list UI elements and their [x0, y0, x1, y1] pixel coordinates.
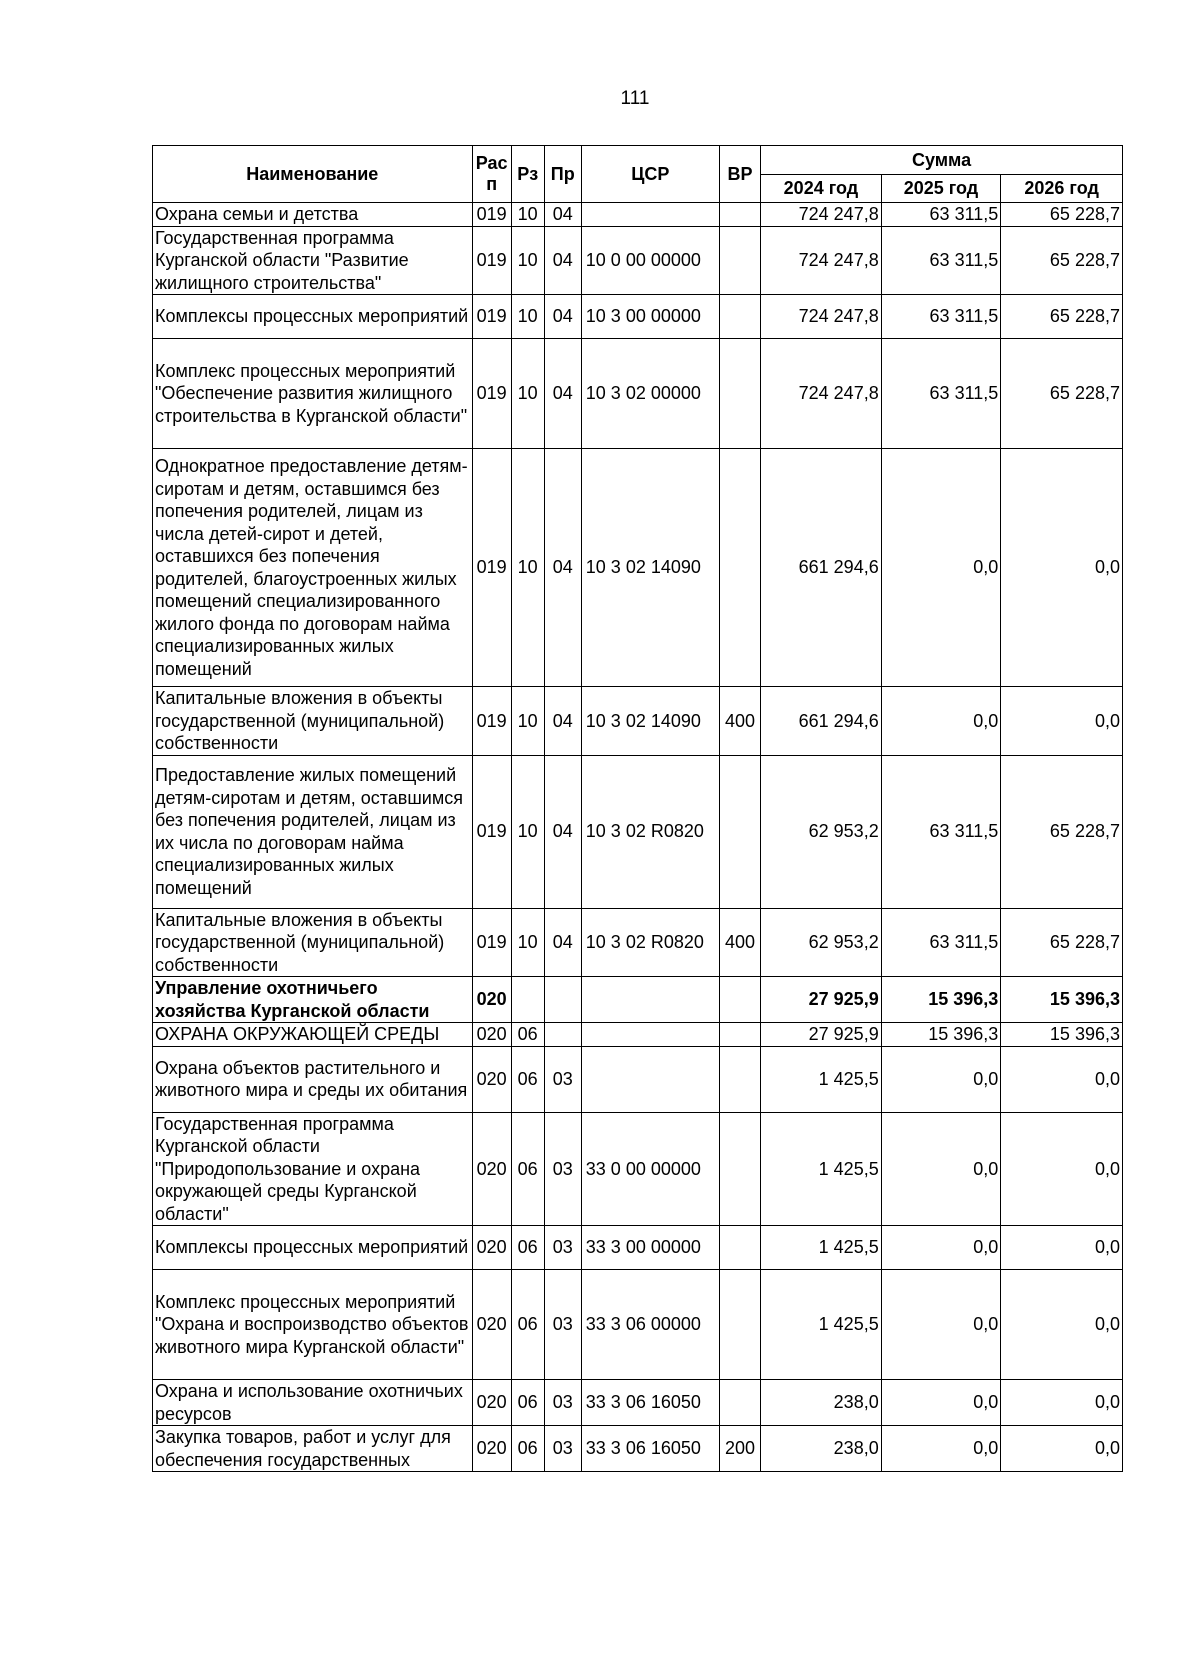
table-row: [153, 339, 1123, 449]
cell-2025: 0,0: [881, 1270, 1001, 1380]
cell-rz: 06: [511, 1426, 544, 1472]
cell-csr: 33 3 06 16050: [581, 1380, 719, 1426]
cell-rz: 10: [511, 295, 544, 339]
header-pr: Пр: [544, 146, 581, 203]
cell-name: Государственная программа Курганской области "Развитие жилищного строительства": [153, 226, 473, 295]
cell-2025: 63 311,5: [881, 755, 1001, 908]
cell-csr: 33 3 06 00000: [581, 1270, 719, 1380]
cell-2025: 63 311,5: [881, 226, 1001, 295]
cell-name: Однократное предоставление детям-сиротам и детям, оставшимся без попечения родителей, лицам из числа детей-сирот и детей, оставшихся без попечения родителей, благоустроенных жилых помещений специализированного жилого фонда по договорам найма специализированных жилых помещений: [153, 449, 473, 687]
cell-rz: 10: [511, 339, 544, 449]
cell-rasp: 019: [472, 908, 511, 977]
cell-2024: 27 925,9: [761, 977, 882, 1023]
cell-rz: 10: [511, 226, 544, 295]
cell-vr: [719, 339, 760, 449]
cell-2025: 63 311,5: [881, 295, 1001, 339]
cell-pr: 03: [544, 1112, 581, 1226]
cell-2026: 0,0: [1001, 449, 1123, 687]
cell-2026: 15 396,3: [1001, 977, 1123, 1023]
header-rz: Рз: [511, 146, 544, 203]
table-row: [153, 449, 1123, 687]
cell-2026: 0,0: [1001, 1112, 1123, 1226]
table-row: [153, 977, 1123, 1023]
cell-vr: [719, 203, 760, 227]
cell-vr: 200: [719, 1426, 760, 1472]
cell-2026: 15 396,3: [1001, 1023, 1123, 1047]
cell-pr: 04: [544, 687, 581, 756]
table-row: [153, 1270, 1123, 1380]
table-row: [153, 1112, 1123, 1226]
cell-vr: [719, 1380, 760, 1426]
cell-name: Управление охотничьего хозяйства Курганской области: [153, 977, 473, 1023]
cell-rz: 06: [511, 1270, 544, 1380]
cell-2024: 724 247,8: [761, 295, 882, 339]
table-row: [153, 295, 1123, 339]
cell-pr: 03: [544, 1380, 581, 1426]
cell-2025: 63 311,5: [881, 339, 1001, 449]
budget-table: [152, 145, 1123, 1472]
cell-2025: 15 396,3: [881, 1023, 1001, 1047]
header-2026: 2026 год: [1001, 175, 1123, 203]
table-row: [153, 908, 1123, 977]
cell-2025: 0,0: [881, 1426, 1001, 1472]
cell-rasp: 020: [472, 1270, 511, 1380]
cell-rasp: 019: [472, 203, 511, 227]
cell-2026: 65 228,7: [1001, 295, 1123, 339]
cell-name: Комплекс процессных мероприятий "Охрана и воспроизводство объектов животного мира Курганской области": [153, 1270, 473, 1380]
cell-pr: 04: [544, 226, 581, 295]
cell-csr: [581, 977, 719, 1023]
cell-rasp: 020: [472, 1112, 511, 1226]
cell-name: Комплекс процессных мероприятий "Обеспечение развития жилищного строительства в Курганской области": [153, 339, 473, 449]
cell-2026: 0,0: [1001, 1426, 1123, 1472]
header-name: Наименование: [153, 146, 473, 203]
cell-vr: [719, 755, 760, 908]
cell-vr: [719, 1112, 760, 1226]
table-row: [153, 687, 1123, 756]
cell-vr: [719, 1270, 760, 1380]
table-row: [153, 1426, 1123, 1472]
cell-2025: 0,0: [881, 449, 1001, 687]
header-2024: 2024 год: [761, 175, 882, 203]
cell-2025: 0,0: [881, 1226, 1001, 1270]
header-vr: ВР: [719, 146, 760, 203]
cell-pr: [544, 1023, 581, 1047]
cell-pr: 04: [544, 755, 581, 908]
cell-vr: [719, 226, 760, 295]
cell-rz: 10: [511, 203, 544, 227]
cell-rz: [511, 977, 544, 1023]
cell-rz: 06: [511, 1046, 544, 1112]
cell-2024: 724 247,8: [761, 339, 882, 449]
cell-vr: 400: [719, 908, 760, 977]
cell-name: ОХРАНА ОКРУЖАЮЩЕЙ СРЕДЫ: [153, 1023, 473, 1047]
cell-2026: 0,0: [1001, 1270, 1123, 1380]
cell-csr: 33 3 06 16050: [581, 1426, 719, 1472]
table-row: [153, 1046, 1123, 1112]
cell-2025: 0,0: [881, 1046, 1001, 1112]
cell-vr: [719, 977, 760, 1023]
cell-vr: 400: [719, 687, 760, 756]
cell-name: Охрана и использование охотничьих ресурсов: [153, 1380, 473, 1426]
cell-rz: 10: [511, 908, 544, 977]
cell-rz: 10: [511, 755, 544, 908]
cell-rasp: 019: [472, 687, 511, 756]
cell-rz: 06: [511, 1226, 544, 1270]
cell-vr: [719, 1023, 760, 1047]
cell-2024: 1 425,5: [761, 1226, 882, 1270]
cell-2026: 65 228,7: [1001, 908, 1123, 977]
cell-csr: [581, 1046, 719, 1112]
cell-2024: 1 425,5: [761, 1112, 882, 1226]
cell-2024: 661 294,6: [761, 687, 882, 756]
cell-2026: 65 228,7: [1001, 755, 1123, 908]
cell-csr: [581, 1023, 719, 1047]
cell-rasp: 020: [472, 1380, 511, 1426]
cell-vr: [719, 1046, 760, 1112]
table-row: [153, 1226, 1123, 1270]
cell-2026: 65 228,7: [1001, 339, 1123, 449]
cell-name: Капитальные вложения в объекты государственной (муниципальной) собственности: [153, 687, 473, 756]
cell-csr: 10 3 02 R0820: [581, 908, 719, 977]
cell-vr: [719, 295, 760, 339]
cell-2024: 661 294,6: [761, 449, 882, 687]
cell-csr: 10 3 02 14090: [581, 687, 719, 756]
cell-2024: 724 247,8: [761, 226, 882, 295]
cell-csr: 10 3 02 00000: [581, 339, 719, 449]
header-rasp: Рас п: [472, 146, 511, 203]
cell-pr: 04: [544, 203, 581, 227]
cell-pr: 03: [544, 1426, 581, 1472]
cell-name: Капитальные вложения в объекты государственной (муниципальной) собственности: [153, 908, 473, 977]
header-csr: ЦСР: [581, 146, 719, 203]
cell-pr: [544, 977, 581, 1023]
cell-2024: 238,0: [761, 1426, 882, 1472]
cell-pr: 04: [544, 295, 581, 339]
cell-2024: 238,0: [761, 1380, 882, 1426]
cell-2026: 0,0: [1001, 1046, 1123, 1112]
cell-2024: 62 953,2: [761, 755, 882, 908]
cell-csr: 10 0 00 00000: [581, 226, 719, 295]
cell-2024: 724 247,8: [761, 203, 882, 227]
header-sum: Сумма: [761, 146, 1123, 175]
cell-2026: 0,0: [1001, 1380, 1123, 1426]
cell-2024: 62 953,2: [761, 908, 882, 977]
cell-rasp: 020: [472, 1226, 511, 1270]
cell-2026: 0,0: [1001, 687, 1123, 756]
cell-rasp: 020: [472, 1426, 511, 1472]
cell-2025: 63 311,5: [881, 203, 1001, 227]
cell-rasp: 020: [472, 1046, 511, 1112]
cell-2025: 0,0: [881, 687, 1001, 756]
cell-rasp: 019: [472, 755, 511, 908]
cell-pr: 04: [544, 449, 581, 687]
cell-2025: 63 311,5: [881, 908, 1001, 977]
cell-rasp: 019: [472, 226, 511, 295]
cell-vr: [719, 1226, 760, 1270]
cell-2024: 1 425,5: [761, 1046, 882, 1112]
cell-pr: 03: [544, 1270, 581, 1380]
cell-csr: 10 3 02 R0820: [581, 755, 719, 908]
page-number: 111: [620, 88, 650, 109]
cell-pr: 04: [544, 339, 581, 449]
cell-rz: 06: [511, 1380, 544, 1426]
cell-rasp: 019: [472, 339, 511, 449]
header-2025: 2025 год: [881, 175, 1001, 203]
table-row: [153, 1023, 1123, 1047]
cell-2025: 15 396,3: [881, 977, 1001, 1023]
cell-csr: 10 3 00 00000: [581, 295, 719, 339]
cell-name: Государственная программа Курганской области "Природопользование и охрана окружающей среды Курганской области": [153, 1112, 473, 1226]
cell-2026: 65 228,7: [1001, 203, 1123, 227]
cell-2026: 65 228,7: [1001, 226, 1123, 295]
cell-csr: 33 3 00 00000: [581, 1226, 719, 1270]
cell-name: Комплексы процессных мероприятий: [153, 295, 473, 339]
cell-2024: 27 925,9: [761, 1023, 882, 1047]
cell-rz: 10: [511, 449, 544, 687]
cell-csr: 10 3 02 14090: [581, 449, 719, 687]
cell-csr: 33 0 00 00000: [581, 1112, 719, 1226]
cell-2026: 0,0: [1001, 1226, 1123, 1270]
table-row: [153, 226, 1123, 295]
cell-rz: 06: [511, 1112, 544, 1226]
table-row: [153, 203, 1123, 227]
cell-csr: [581, 203, 719, 227]
cell-rasp: 019: [472, 295, 511, 339]
cell-2025: 0,0: [881, 1112, 1001, 1226]
cell-name: Охрана объектов растительного и животного мира и среды их обитания: [153, 1046, 473, 1112]
cell-rz: 10: [511, 687, 544, 756]
cell-2025: 0,0: [881, 1380, 1001, 1426]
cell-pr: 04: [544, 908, 581, 977]
cell-name: Предоставление жилых помещений детям-сиротам и детям, оставшимся без попечения родителей, лицам из их числа по договорам найма специализированных жилых помещений: [153, 755, 473, 908]
cell-pr: 03: [544, 1226, 581, 1270]
cell-rasp: 019: [472, 449, 511, 687]
cell-name: Охрана семьи и детства: [153, 203, 473, 227]
cell-rasp: 020: [472, 1023, 511, 1047]
cell-rasp: 020: [472, 977, 511, 1023]
cell-vr: [719, 449, 760, 687]
table-row: [153, 1380, 1123, 1426]
cell-rz: 06: [511, 1023, 544, 1047]
cell-2024: 1 425,5: [761, 1270, 882, 1380]
table-row: [153, 755, 1123, 908]
cell-name: Комплексы процессных мероприятий: [153, 1226, 473, 1270]
cell-pr: 03: [544, 1046, 581, 1112]
cell-name: Закупка товаров, работ и услуг для обеспечения государственных: [153, 1426, 473, 1472]
